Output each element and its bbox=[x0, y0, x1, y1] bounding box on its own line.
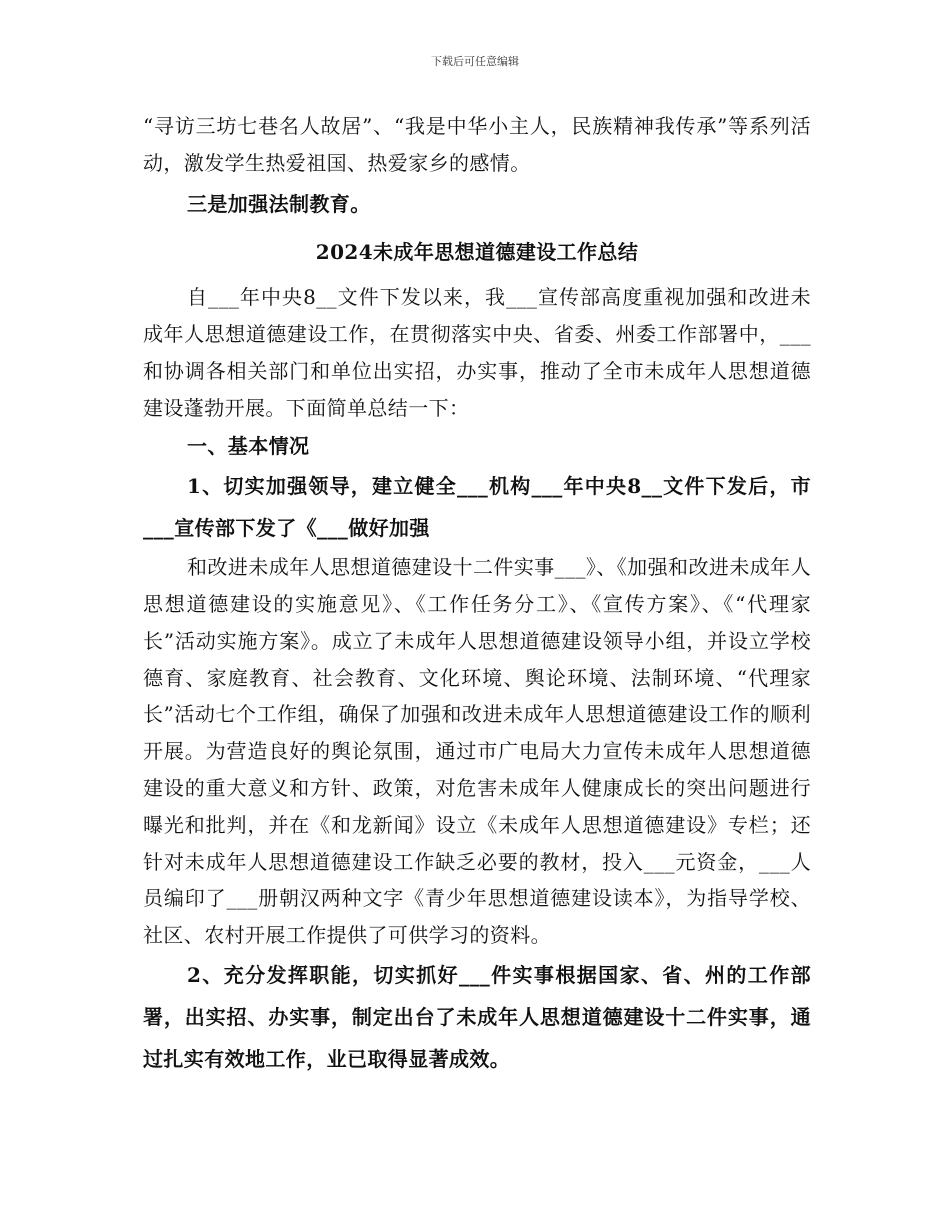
page-header-note: 下载后可任意编辑 bbox=[431, 55, 519, 68]
point-three-heading: 三是加强法制教育。 bbox=[187, 191, 371, 216]
item-two-paragraph: 2、充分发挥职能，切实抓好___件实事根据国家、省、州的工作部署，出实招、办实事，制定出台了未成年人思想道德建设十二件实事，通过扎实有效地工作，业已取得显著成效。 bbox=[143, 962, 811, 1071]
document-title: 2024未成年思想道德建设工作总结 bbox=[315, 240, 639, 265]
paragraph-intro: “寻访三坊七巷名人故居”、“我是中华小主人，民族精神我传承”等系列活动，激发学生热爱祖国、热爱家乡的感情。 bbox=[143, 114, 811, 175]
item-one-body: 和改进未成年人思想道德建设十二件实事___》、《加强和改进未成年人思想道德建设的实施意见》、《工作任务分工》、《宣传方案》、《“代理家长”活动实施方案》。成立了未成年人思想道德建设领导小组，并设立学校德育、家庭教育、社会教育、文化环境、舆论环境、法制环境、“代理家长”活动七个工作组，确保了加强和改进未成年人思想道德建设工作的顺利开展。为营造良好的舆论氛围，通过市广电局大力宣传未成年人思想道德建设的重大意义和方针、政策，对危害未成年人健康成长的突出问题进行曝光和批判，并在《和龙新闻》设立《未成年人思想道德建设》专栏；还针对未成年人思想道德建设工作缺乏必要的教材，投入___元资金，___人员编印了___册朝汉两种文字《青少年思想道德建设读本》，为指导学校、社区、农村开展工作提供了可供学习的资料。 bbox=[143, 555, 811, 948]
paragraph-opening: 自___年中央8__文件下发以来，我___宣传部高度重视加强和改进未成年人思想道德建设工作，在贯彻落实中央、省委、州委工作部署中，___和协调各相关部门和单位出实招，办实事，推动了全市未成年人思想道德建设蓬勃开展。下面简单总结一下： bbox=[143, 285, 811, 420]
section-one-heading: 一、基本情况 bbox=[187, 434, 310, 459]
document-body bbox=[143, 108, 811, 1080]
item-one-heading: 1、切实加强领导，建立健全___机构___年中央8__文件下发后，市___宣传部下发了《___做好加强 bbox=[143, 474, 811, 541]
